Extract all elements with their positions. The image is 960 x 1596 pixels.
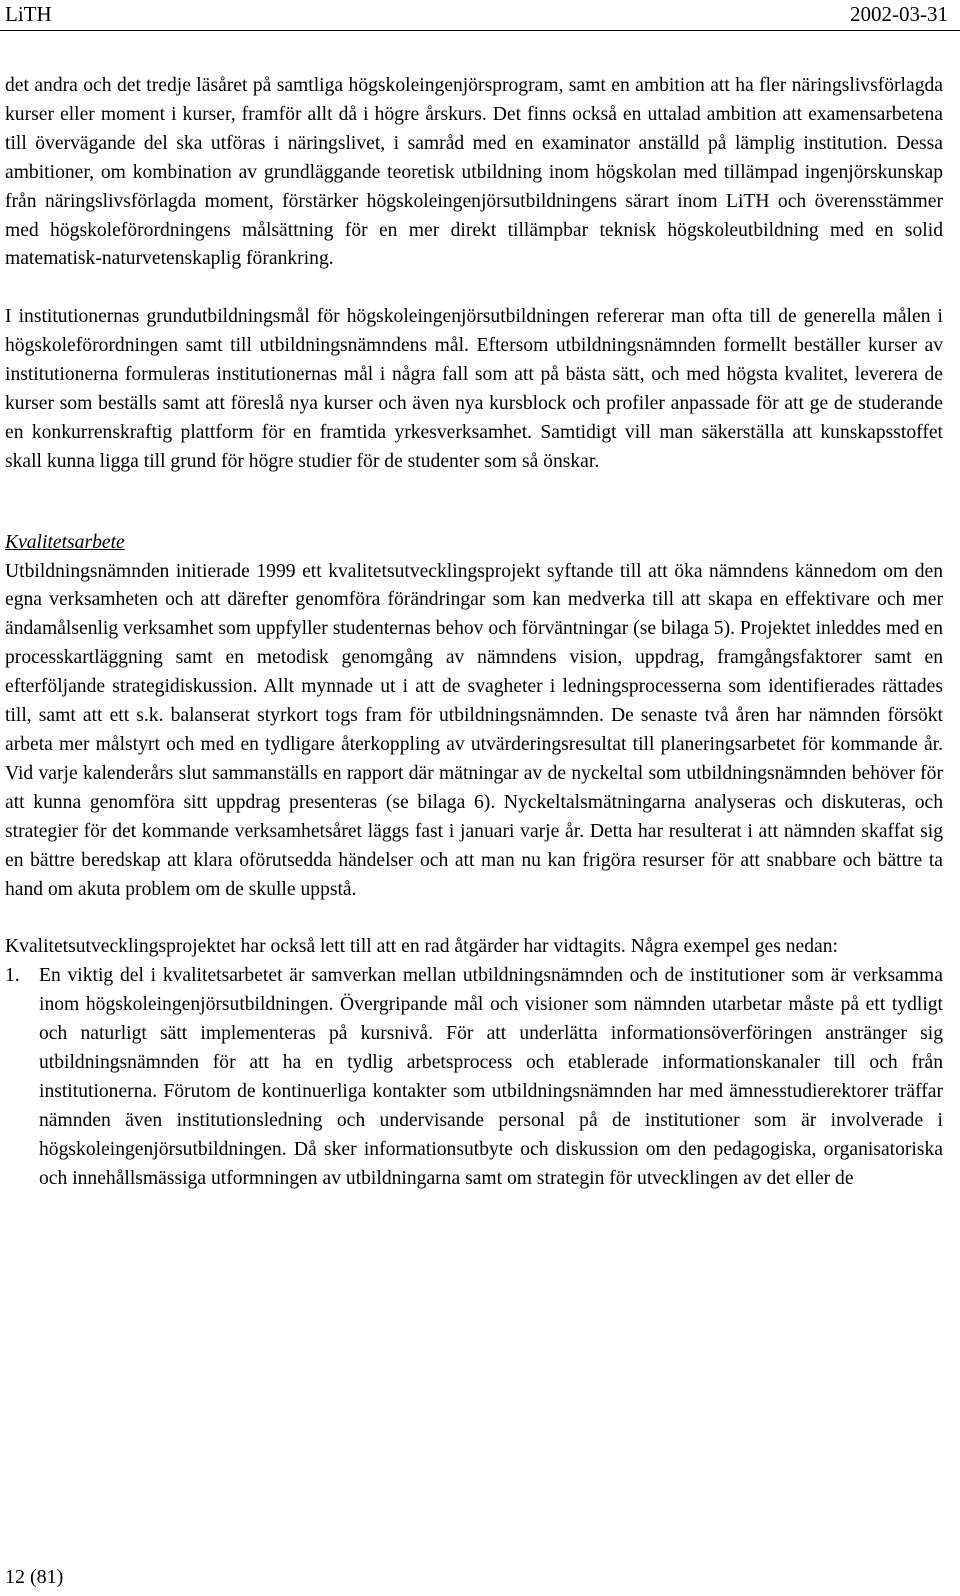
paragraph-3: Utbildningsnämnden initierade 1999 ett kvalitetsutvecklingsprojekt syftande till att öka nämndens kännedom om den egna verksamheten och att därefter genomföra förändringar som kan medverka till att skapa en effektivare och mer ändamålsenlig verksamhet som uppfyller studenternas behov och förväntningar (se bilaga 5). Projektet inleddes med en processkartläggning samt en metodisk genomgång av nämndens vision, uppdrag, framgångsfaktorer samt en efterföljande strategidiskussion. Allt mynnade ut i att de svagheter i ledningsprocesserna som identifierades rättades till, samt att ett s.k. balanserat styrkort togs fram för utbildningsnämnden. De senaste två åren har nämnden försökt arbeta mer målstyrt och med en tydligare återkoppling av utvärderingsresultat till planeringsarbetet för kommande år. Vid varje kalenderårs slut sammanställs en rapport där mätningar av de nyckeltal som utbildningsnämnden behöver för att kunna genomföra sitt uppdrag presenteras (se bilaga 6). Nyckeltalsmätningarna analyseras och diskuteras, och strategier för det kommande verksamhetsåret läggs fast i januari varje år. Detta har resulterat i att nämnden skaffat sig en bättre beredskap att klara oförutsedda händelser och att man nu kan frigöra resurser för att snabbare och bättre ta hand om akuta problem om de skulle uppstå. (5, 560, 943, 900)
list-item-text: En viktig del i kvalitetsarbetet är samverkan mellan utbildningsnämnden och de institutioner som är verksamma inom högskoleingenjörsutbildningen. Övergripande mål och visioner som nämnden utarbetar måste på ett tydligt och naturligt sätt implementeras på kursnivå. För att underlätta informationsöverföringen anstränger sig utbildningsnämnden för att ha en tydlig arbetsprocess och etablerade informationskanaler till och från institutionerna. Förutom de kontinuerliga kontakter som utbildningsnämnden har med ämnesstudierektorer träffar nämnden även institutionsledning och undervisande personal på de institutioner som är involverade i högskoleingenjörsutbildningen. Då sker informationsutbyte och diskussion om den pedagogiska, organisatoriska och innehållsmässiga utformningen av utbildningarna samt om strategin för utvecklingen av det eller de (39, 965, 943, 1189)
header-date: 2002-03-31 (850, 2, 948, 26)
page-header (0, 0, 960, 31)
example-list (5, 962, 943, 1193)
paragraph-4: Kvalitetsutvecklingsprojektet har också lett till att en rad åtgärder har vidtagits. Några exempel ges nedan: (5, 936, 838, 958)
paragraph-2: I institutionernas grundutbildningsmål för högskoleingenjörsutbildningen refererar man ofta till de generella målen i högskoleförordningen samt till utbildningsnämndens mål. Eftersom utbildningsnämnden formellt beställer kurser av institutionerna formuleras institutionernas mål i några fall som att på bästa sätt, och med högsta kvalitet, leverera de kurser som beställs samt att föreslå nya kurser och även nya kursblock och profiler anpassade för att ge de studerande en konkurrenskraftig plattform för en framtida yrkesverksamhet. Samtidigt vill man säkerställa att kunskapsstoffet skall kunna ligga till grund för högre studier för de studenter som så önskar. (5, 306, 943, 472)
page-number: 12 (81) (5, 1566, 64, 1588)
document-body (5, 72, 943, 1194)
list-item (5, 962, 943, 1193)
section-heading: Kvalitetsarbete (5, 531, 125, 553)
header-org: LiTH (5, 2, 52, 26)
paragraph-1: det andra och det tredje läsåret på samtliga högskoleingenjörsprogram, samt en ambition att ha fler näringslivsförlagda kurser eller moment i kurser, framför allt då i högre årskurs. Det finns också en uttalad ambition att examensarbetena till övervägande del ska utföras i näringslivet, i samråd med en examinator anställd på lämplig institution. Dessa ambitioner, om kombination av grundläggande teoretisk utbildning inom högskolan med tillämpad ingenjörskunskap från näringslivsförlagda moment, förstärker högskoleingenjörsutbildningens särart inom LiTH och överensstämmer med högskoleförordningens målsättning för en mer direkt tillämpbar teknisk högskoleutbildning med en solid matematisk-naturvetenskaplig förankring. (5, 75, 943, 270)
list-item-number: 1. (5, 965, 20, 987)
